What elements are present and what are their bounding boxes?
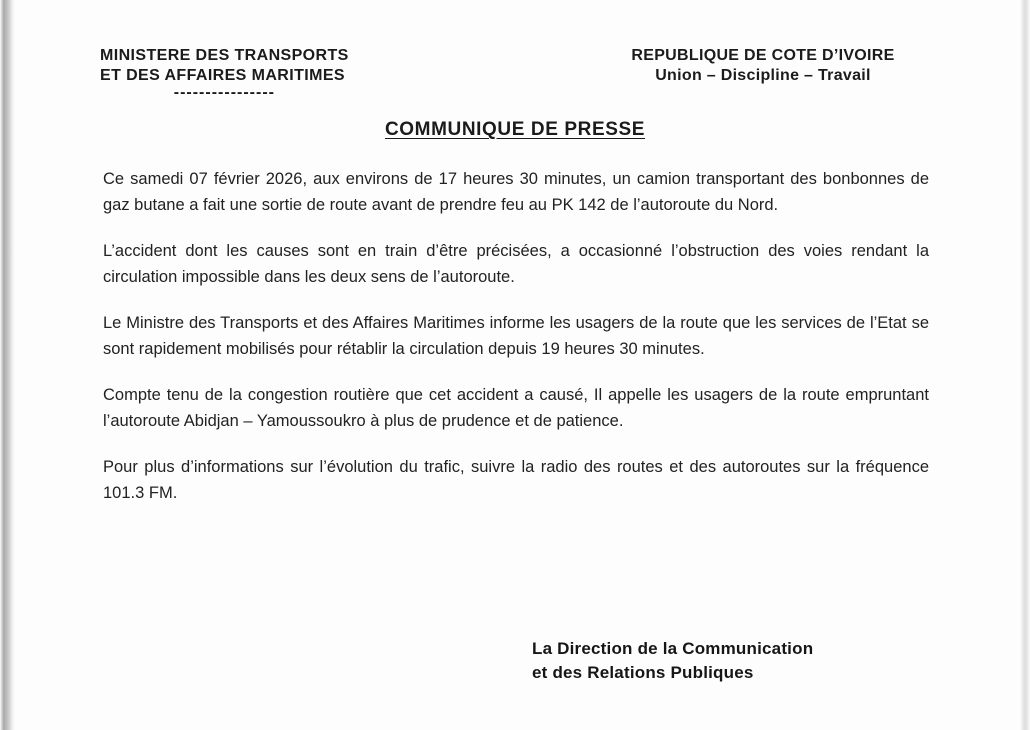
signature-block xyxy=(532,637,813,685)
republic-letterhead xyxy=(598,46,928,86)
republic-motto: Union – Discipline – Travail xyxy=(655,67,871,84)
paragraph-radio-info: Pour plus d’informations sur l’évolution du trafic, suivre la radio des routes et des autoroutes sur la fréquence 101.3 FM. xyxy=(103,458,929,502)
scan-edge-right xyxy=(1020,0,1030,730)
ministry-letterhead xyxy=(100,46,349,101)
paragraph-caution-appeal: Compte tenu de la congestion routière que cet accident a causé, Il appelle les usagers de la route empruntant l’autoroute Abidjan – Yamoussoukro à plus de prudence et de patience. xyxy=(103,386,929,430)
document-body xyxy=(103,166,929,526)
paragraph-obstruction: L’accident dont les causes sont en train d’être précisées, a occasionné l’obstruction des voies rendant la circulation impossible dans les deux sens de l’autoroute. xyxy=(103,242,929,286)
document-title-text: COMMUNIQUE DE PRESSE xyxy=(384,119,646,140)
ministry-name-line1: MINISTERE DES TRANSPORTS xyxy=(100,47,349,64)
ministry-name-line2: ET DES AFFAIRES MARITIMES xyxy=(100,67,345,84)
republic-name: REPUBLIQUE DE COTE D’IVOIRE xyxy=(631,47,895,64)
paragraph-minister-response: Le Ministre des Transports et des Affaires Maritimes informe les usagers de la route que les services de l’Etat se sont rapidement mobilisés pour rétablir la circulation depuis 19 heures 30 minutes. xyxy=(103,314,929,358)
scan-edge-left xyxy=(0,0,15,730)
signature-line1: La Direction de la Communication xyxy=(532,639,814,658)
signature-line2: et des Relations Publiques xyxy=(532,663,754,682)
letterhead-dashes: ---------------- xyxy=(173,84,275,101)
paragraph-accident-report: Ce samedi 07 février 2026, aux environs de 17 heures 30 minutes, un camion transportant des bonbonnes de gaz butane a fait une sortie de route avant de prendre feu au PK 142 de l’autoroute du Nord. xyxy=(103,170,929,214)
document-title xyxy=(0,119,1030,141)
